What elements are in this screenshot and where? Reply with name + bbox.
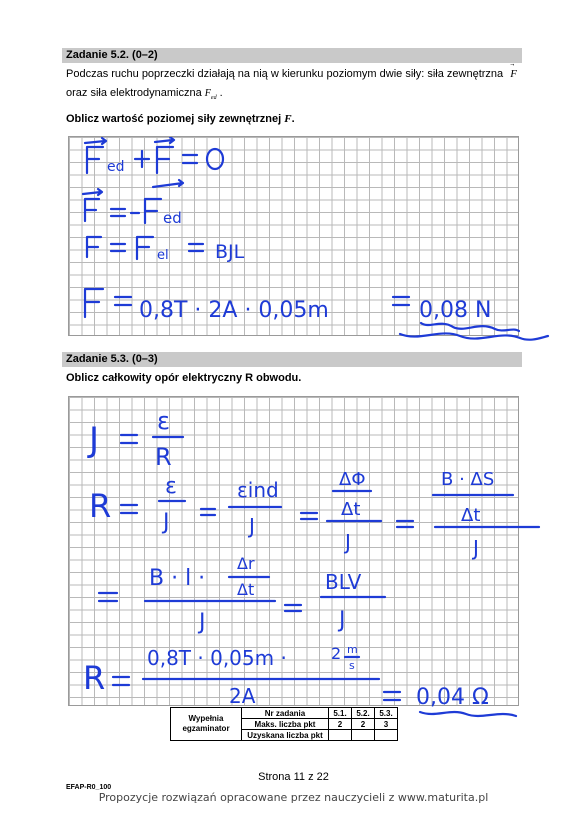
task-5-3-col: 5.3. — [375, 708, 398, 719]
row-header-obtained-points: Uzyskana liczba pkt — [242, 730, 329, 741]
svg-text:Δt: Δt — [461, 505, 481, 526]
svg-text:B · l ·: B · l · — [149, 566, 206, 591]
exam-code: EFAP-R0_100 — [66, 784, 112, 791]
answer-grid-5-3 — [68, 396, 519, 706]
svg-text:0,8T · 2A · 0,05m: 0,8T · 2A · 0,05m — [139, 298, 329, 323]
task-5-2-col: 5.2. — [352, 708, 375, 719]
svg-text:0,04 Ω: 0,04 Ω — [416, 685, 489, 710]
svg-text:εind: εind — [237, 478, 279, 502]
vector-F-symbol-2: F — [284, 113, 292, 125]
svg-text:J: J — [345, 530, 351, 554]
svg-text:ed: ed — [107, 159, 125, 175]
max-points-5-2: 2 — [352, 719, 375, 730]
max-points-5-3: 3 — [375, 719, 398, 730]
hw-line-3 — [87, 237, 245, 263]
svg-text:R: R — [155, 443, 172, 471]
svg-text:ε: ε — [157, 407, 170, 435]
task-5-1-col: 5.1. — [329, 708, 352, 719]
svg-text:J: J — [473, 536, 479, 560]
max-points-5-1: 2 — [329, 719, 352, 730]
handwriting-5-3 — [69, 397, 520, 707]
hw-row-4 — [83, 643, 379, 708]
question-text: Oblicz wartość poziomej siły zewnętrznej — [66, 113, 282, 125]
task-5-2-question: Oblicz wartość poziomej siły zewnętrznej F. — [66, 113, 295, 125]
svg-text:0,8T · 0,05m ·: 0,8T · 0,05m · — [147, 646, 287, 670]
svg-text:0,08 N: 0,08 N — [419, 298, 492, 323]
obtained-points-5-1[interactable] — [329, 730, 352, 741]
vector-Fed-symbol: $F_{ed}$ — [204, 88, 217, 101]
svg-text:el: el — [157, 248, 169, 263]
filler-label: Wypełnia egzaminator — [171, 708, 242, 741]
svg-text:Δr: Δr — [237, 554, 255, 573]
svg-text:ΔΦ: ΔΦ — [339, 469, 366, 490]
row-header-task-no: Nr zadania — [242, 708, 329, 719]
svg-text:m: m — [347, 643, 358, 656]
task-5-3-question: Oblicz całkowity opór elektryczny R obwodu. — [66, 372, 302, 384]
svg-text:J: J — [339, 608, 346, 633]
svg-text:R: R — [89, 487, 112, 525]
svg-text:BLV: BLV — [325, 570, 362, 594]
handwriting-5-2 — [69, 137, 520, 337]
task-5-2-header: Zadanie 5.2. (0–2) — [62, 48, 522, 63]
hw-row-2 — [89, 469, 539, 560]
svg-text:s: s — [349, 659, 355, 672]
svg-text:2: 2 — [331, 644, 342, 663]
svg-text:B · ΔS: B · ΔS — [441, 469, 495, 490]
row-header-max-points: Maks. liczba pkt — [242, 719, 329, 730]
intro-text-2: oraz siła elektrodynamiczna — [66, 87, 202, 99]
underline-squiggle-5-2 — [360, 318, 560, 348]
intro-text: Podczas ruchu poprzeczki działają na nią w kierunku poziomym dwie siły: siła zewnętrzna — [66, 68, 504, 80]
svg-text:ε: ε — [165, 474, 177, 499]
svg-text:ed: ed — [163, 209, 182, 227]
svg-text:R: R — [83, 659, 106, 697]
svg-text:J: J — [199, 610, 206, 635]
task-5-2-intro-line1 — [66, 67, 526, 81]
obtained-points-5-3[interactable] — [375, 730, 398, 741]
svg-text:Δt: Δt — [237, 580, 255, 599]
answer-grid-5-2 — [68, 136, 519, 336]
svg-text:2A: 2A — [229, 684, 256, 708]
obtained-points-5-2[interactable] — [352, 730, 375, 741]
svg-text:J: J — [163, 510, 170, 535]
hw-row-3 — [99, 554, 385, 635]
task-5-2-intro-line2: oraz siła elektrodynamiczna $F_{ed}$ . — [66, 87, 223, 101]
hw-line-1 — [85, 137, 223, 175]
svg-text:BJL: BJL — [215, 241, 245, 263]
score-table — [170, 707, 398, 741]
task-5-3-header: Zadanie 5.3. (0–3) — [62, 352, 522, 367]
vector-F-symbol: F — [510, 68, 517, 80]
footer-note: Propozycje rozwiązań opracowane przez nauczycieli z www.maturita.pl — [98, 791, 489, 804]
hw-line-2 — [83, 180, 183, 227]
svg-text:J: J — [249, 514, 255, 538]
result-5-3 — [380, 674, 560, 724]
hw-row-1 — [87, 407, 183, 471]
svg-text:J: J — [89, 420, 100, 460]
svg-text:Δt: Δt — [341, 499, 361, 520]
page-number: Strona 11 z 22 — [258, 771, 329, 783]
